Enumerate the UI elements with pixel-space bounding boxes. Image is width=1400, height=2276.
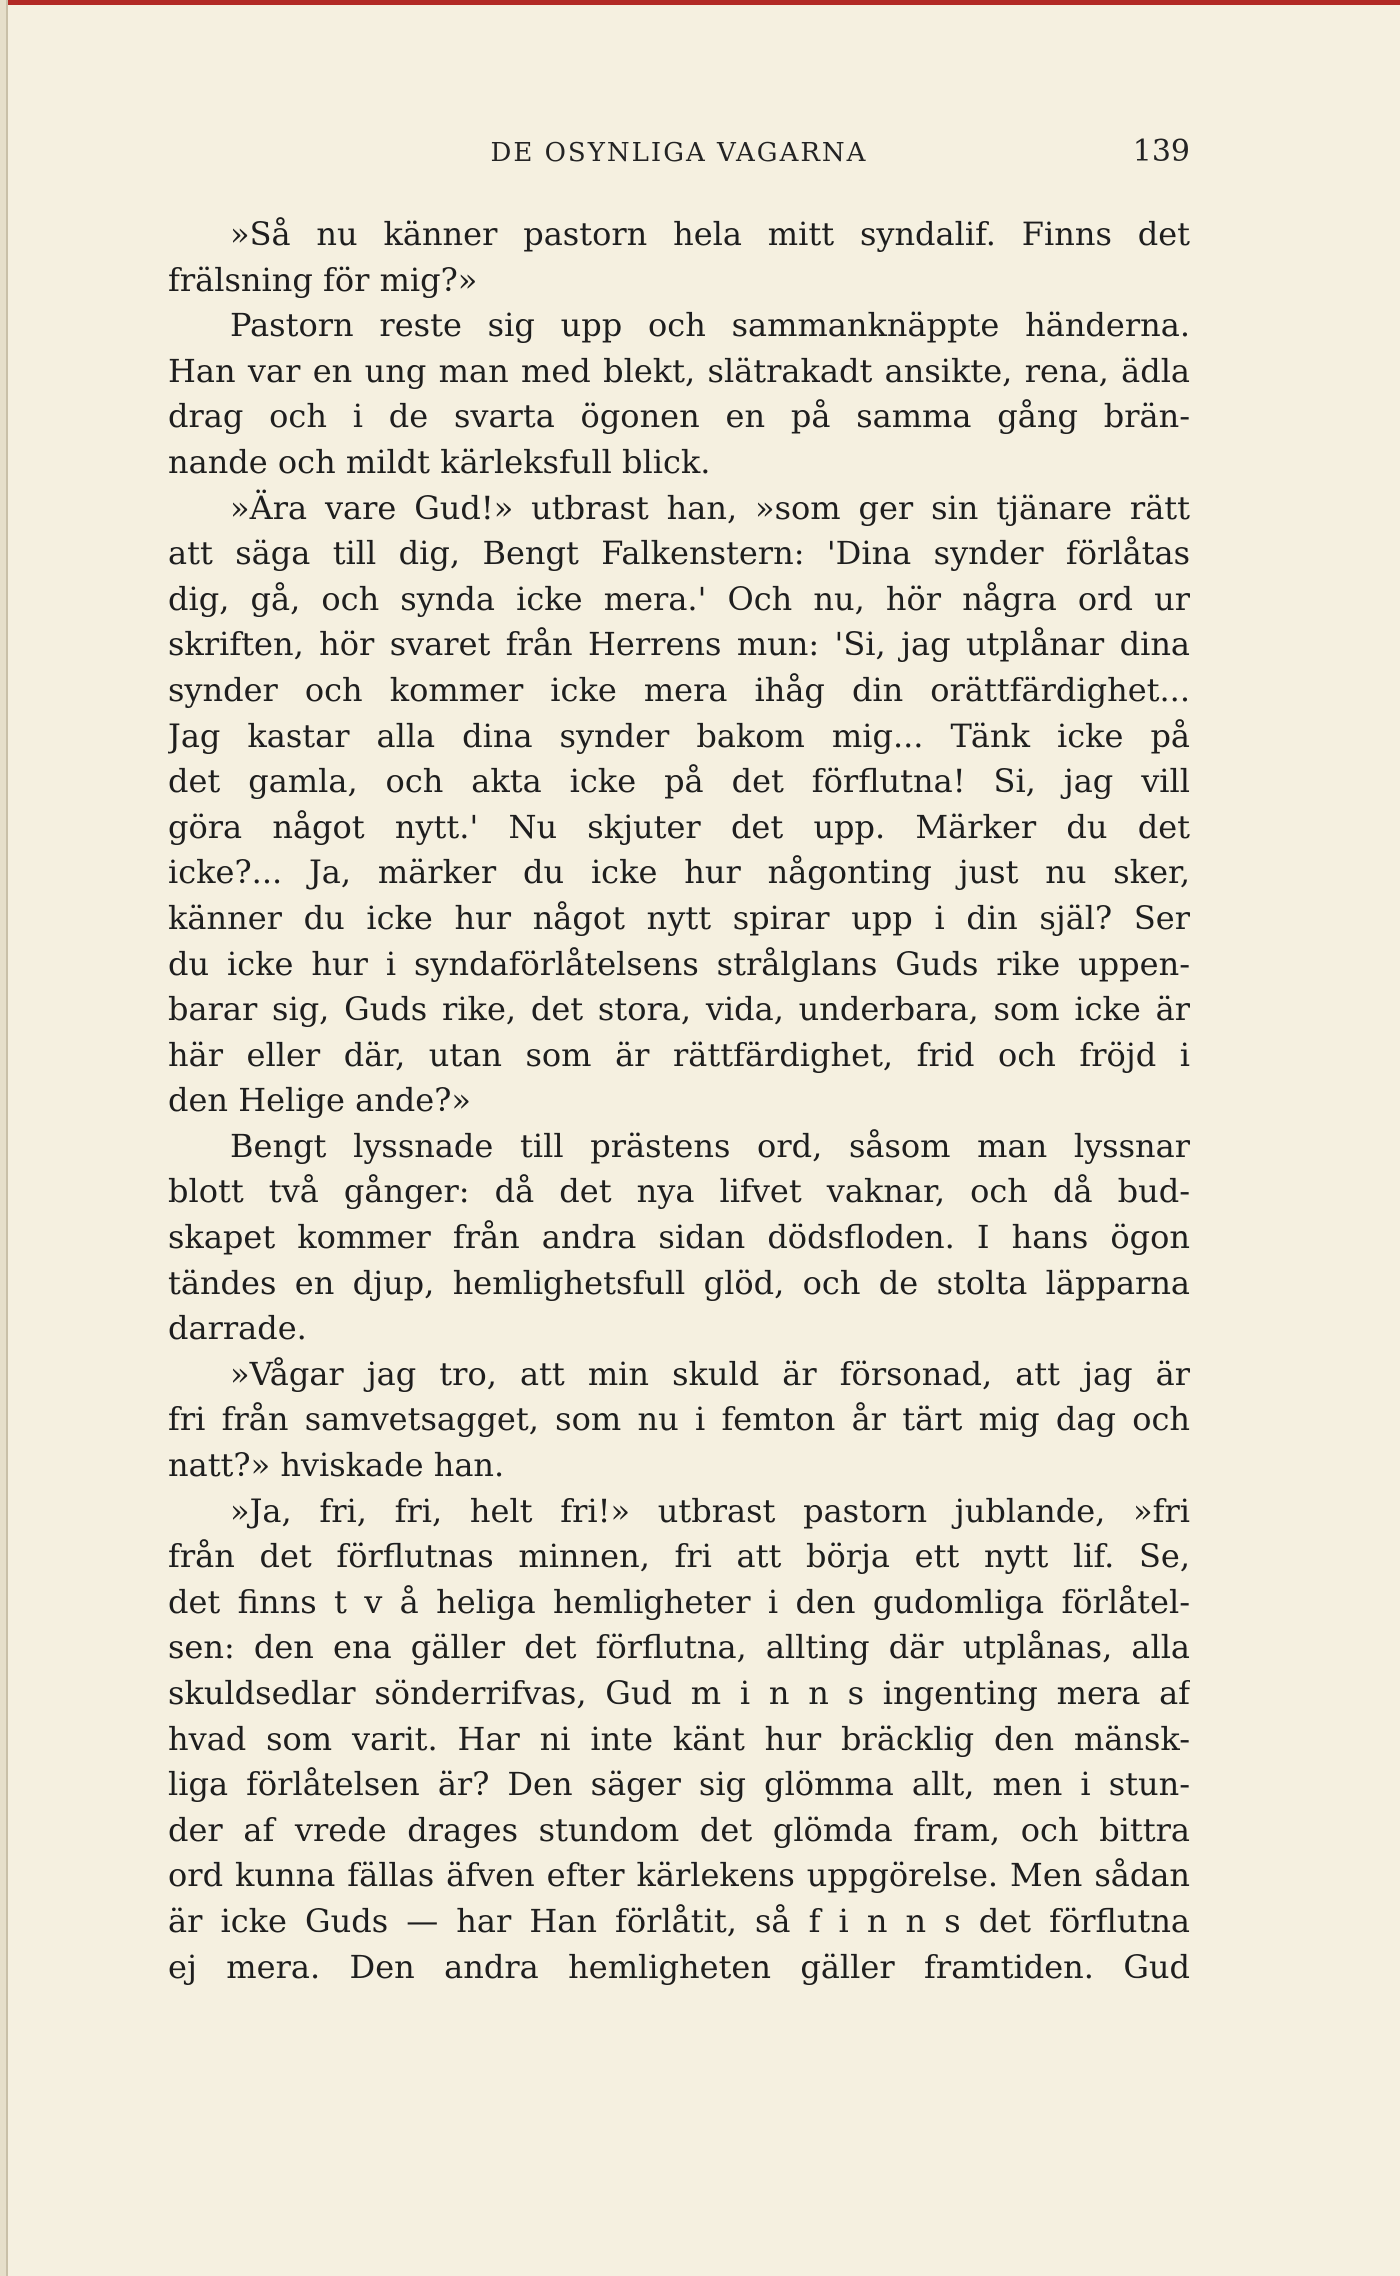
text-line: »Så nu känner pastorn hela mitt syndalif. Finns det xyxy=(230,215,1190,253)
page-top-edge xyxy=(0,0,1400,5)
text-line: barar sig, Guds rike, det stora, vida, underbara, som icke är xyxy=(168,990,1190,1029)
page-number: 139 xyxy=(1132,134,1190,169)
text-line: nande och mildt kärleksfull blick. xyxy=(168,442,711,481)
text-line: att säga till dig, Bengt Falkenstern: 'Dina synder förlåtas xyxy=(168,534,1190,573)
text-line: frälsning för mig?» xyxy=(168,260,478,299)
text-line: ord kunna fällas äfven efter kärlekens uppgörelse. Men sådan xyxy=(168,1856,1190,1895)
text-line: det gamla, och akta icke på det förflutna! Si, jag vill xyxy=(168,762,1190,801)
text-line: göra något nytt.' Nu skjuter det upp. Märker du det xyxy=(168,807,1190,846)
text-line: der af vrede drages stundom det glömda fram, och bittra xyxy=(168,1810,1190,1849)
text-line: tändes en djup, hemlighetsfull glöd, och de stolta läpparna xyxy=(168,1263,1190,1302)
text-line: synder och kommer icke mera ihåg din orättfärdighet... xyxy=(168,670,1190,709)
text-line: det finns t v å heliga hemligheter i den gudomliga förlåtel- xyxy=(168,1582,1190,1621)
text-line: här eller där, utan som är rättfärdighet, frid och fröjd i xyxy=(168,1035,1190,1074)
text-line: fri från samvetsagget, som nu i femton år tärt mig dag och xyxy=(168,1400,1190,1439)
page-header xyxy=(168,132,1190,178)
text-line: den Helige ande?» xyxy=(168,1081,471,1120)
text-line: skapet kommer från andra sidan dödsfloden. I hans ögon xyxy=(168,1218,1190,1257)
text-line: darrade. xyxy=(168,1309,307,1348)
text-line: sen: den ena gäller det förflutna, allting där utplånas, alla xyxy=(168,1628,1190,1667)
text-line: från det förflutnas minnen, fri att börja ett nytt lif. Se, xyxy=(168,1537,1190,1576)
text-line: icke?... Ja, märker du icke hur någonting just nu sker, xyxy=(168,853,1190,892)
text-line: skuldsedlar sönderrifvas, Gud m i n n s ingenting mera af xyxy=(168,1674,1190,1712)
text-line: »Ära vare Gud!» utbrast han, »som ger sin tjänare rätt xyxy=(230,488,1190,527)
text-line: Jag kastar alla dina synder bakom mig... Tänk icke på xyxy=(168,716,1190,755)
text-line: hvad som varit. Har ni inte känt hur bräcklig den mänsk- xyxy=(168,1719,1190,1758)
page-binding-shadow xyxy=(6,0,8,2276)
text-line: känner du icke hur något nytt spirar upp i din själ? Ser xyxy=(168,898,1190,937)
text-line: liga förlåtelsen är? Den säger sig glömma allt, men i stun- xyxy=(168,1765,1190,1804)
text-line: du icke hur i syndaförlåtelsens strålglans Guds rike uppen- xyxy=(168,944,1190,983)
text-line: Han var en ung man med blekt, slätrakadt ansikte, rena, ädla xyxy=(168,351,1190,390)
text-line: dig, gå, och synda icke mera.' Och nu, hör några ord ur xyxy=(168,579,1190,618)
text-line: Bengt lyssnade till prästens ord, såsom man lyssnar xyxy=(230,1126,1190,1165)
text-line: är icke Guds — har Han förlåtit, så f i n n s det förflutna xyxy=(168,1901,1190,1940)
text-line: drag och i de svarta ögonen en på samma gång brän- xyxy=(168,397,1190,436)
text-line: »Ja, fri, fri, helt fri!» utbrast pastorn jublande, »fri xyxy=(230,1491,1190,1530)
body-text xyxy=(168,212,1190,1990)
text-line: »Vågar jag tro, att min skuld är försonad, att jag är xyxy=(230,1354,1190,1393)
running-title: DE OSYNLIGA VAGARNA xyxy=(490,138,868,168)
text-line: blott två gånger: då det nya lifvet vaknar, och då bud- xyxy=(168,1172,1190,1211)
text-line: ej mera. Den andra hemligheten gäller framtiden. Gud xyxy=(168,1947,1190,1986)
text-line: Pastorn reste sig upp och sammanknäppte händerna. xyxy=(230,306,1190,345)
text-line: skriften, hör svaret från Herrens mun: 'Si, jag utplånar dina xyxy=(168,625,1190,664)
text-line: natt?» hviskade han. xyxy=(168,1446,505,1485)
